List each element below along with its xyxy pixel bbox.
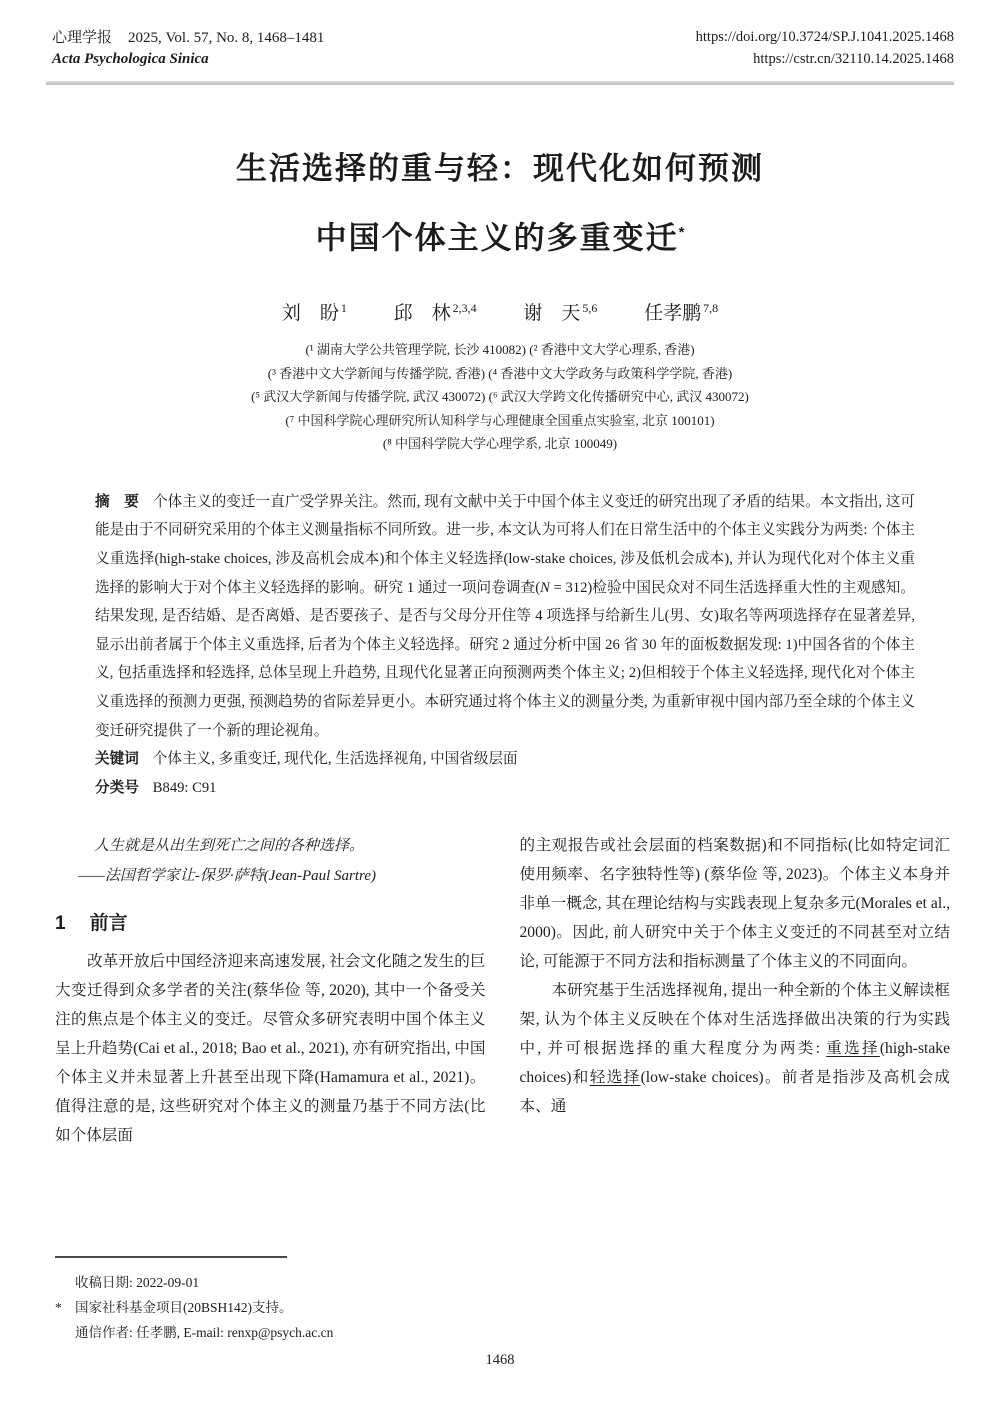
abstract-text-1: 个体主义的变迁一直广受学界关注。然而, 现有文献中关于中国个体主义变迁的研究出现了矛盾的结果。本文指出, 这可能是由于不同研究采用的个体主义测量指标不同所致。进一步, 本文认为可将人们在日常生活中的个体主义实践分为两类: 个体主义重选择(high-stake choices, 涉及高机会成本)和个体主义轻选择(low-stake choices, 涉及低机会成本), 并认为现代化对个体主义重选择的影响大于对个体主义轻选择的影响。研究 1 通过一项问卷调查( (95, 493, 915, 596)
abstract-text-2: = 312)检验中国民众对不同生活选择重大性的主观感知。结果发现, 是否结婚、是否离婚、是否要孩子、是否与父母分开住等 4 项选择与给新生儿(男、女)取名等两项选择存在显著差异, 显示出前者属于个体主义重选择, 后者为个体主义轻选择。研究 2 通过分析中国 26 省 30 年的面板数据发现: 1)中国各省的个体主义, 包括重选择和轻选择, 总体呈现上升趋势, 且现代化显著正向预测两类个体主义; 2)但相较于个体主义轻选择, 现代化对个体主义重选择的预测力更强, 预测趋势的省际差异更小。本研究通过将个体主义的测量分类, 为重新审视中国内部乃至全球的个体主义变迁研究提供了一个新的理论视角。 (95, 579, 915, 739)
section-1-heading (55, 908, 486, 935)
epigraph (55, 831, 486, 891)
keywords-label: 关键词 (95, 751, 139, 768)
classification-text: B849: C91 (152, 780, 217, 797)
section-1-title: 前言 (89, 913, 128, 935)
author-2 (394, 303, 477, 324)
abstract-paragraph (95, 488, 915, 745)
funding-note (55, 1295, 675, 1320)
title-asterisk: * (678, 224, 685, 241)
masthead-right (696, 26, 954, 70)
journal-info-line (52, 26, 324, 47)
affiliation-line: (⁵ 武汉大学新闻与传播学院, 武汉 430072) (⁶ 武汉大学跨文化传播研究中心, 武汉 430072) (251, 389, 749, 405)
author-3-affil-marks: 5,6 (582, 301, 598, 315)
affiliation-list (0, 338, 1000, 456)
classification-line (95, 774, 915, 803)
correspondence-note: 通信作者: 任孝鹏, E-mail: renxp@psych.ac.cn (75, 1325, 334, 1340)
author-4 (644, 303, 718, 324)
header-divider (46, 81, 954, 85)
intro-right-2-text-c: (low-stake choices)。前者是指涉及高机会成本、通 (519, 1069, 950, 1116)
keywords-text: 个体主义, 多重变迁, 现代化, 生活选择视角, 中国省级层面 (152, 751, 518, 768)
sample-size-variable: N (540, 579, 550, 596)
abstract-label: 摘 要 (95, 493, 139, 510)
doi-text: https://doi.org/10.3724/SP.J.1041.2025.1468 (695, 29, 954, 45)
intro-right-2-text-a: 本研究基于生活选择视角, 提出一种全新的个体主义解读框架, 认为个体主义反映在个体对生活选择做出决策的行为实践中, 并可根据选择的重大程度分为两类: (519, 982, 950, 1058)
author-3-name: 谢 天 (523, 303, 581, 325)
author-1 (282, 303, 347, 324)
author-2-name: 邱 林 (393, 303, 451, 325)
affiliation-line: (⁸ 中国科学院大学心理学系, 北京 100049) (382, 436, 618, 452)
paper-title (0, 137, 1000, 270)
footnote-asterisk: * (55, 1300, 62, 1315)
masthead-left (52, 26, 324, 68)
footnote-block (55, 1256, 675, 1345)
intro-paragraph-left: 改革开放后中国经济迎来高速发展, 社会文化随之发生的巨大变迁得到众多学者的关注(蔡华俭 等, 2020), 其中一个备受关注的焦点是个体主义的变迁。尽管众多研究表明中国个体主义呈上升趋势(Cai et al., 2018; Bao et al., 2021), 亦有研究指出, 中国个体主义并未显著上升甚至出现下降(Hamamura et al., 2021)。值得注意的是, 这些研究对个体主义的测量乃基于不同方法(比如个体层面 (55, 953, 486, 1145)
author-3 (523, 303, 597, 324)
section-1-number: 1 (55, 913, 66, 935)
paper-title-line1: 生活选择的重与轻：现代化如何预测 (236, 151, 764, 186)
left-column (55, 831, 486, 1150)
intro-paragraph-right-2 (520, 976, 951, 1121)
footnote-divider (55, 1256, 287, 1258)
epigraph-attribution: ——法国哲学家让-保罗·萨特(Jean-Paul Sartre) (78, 868, 376, 885)
two-column-body (55, 831, 950, 1150)
epigraph-quote: 人生就是从出生到死亡之间的各种选择。 (94, 838, 365, 855)
author-2-affil-marks: 2,3,4 (452, 301, 477, 315)
author-4-affil-marks: 7,8 (703, 301, 719, 315)
author-1-name: 刘 盼 (281, 303, 339, 325)
term-high-stake-choices: 重选择 (826, 1040, 880, 1058)
classification-label: 分类号 (95, 780, 139, 797)
affiliation-line: (¹ 湖南大学公共管理学院, 长沙 410082) (² 香港中文大学心理系, 香港) (305, 342, 695, 358)
masthead (0, 0, 1000, 70)
author-list (0, 298, 1000, 325)
journal-name-en: Acta Psychologica Sinica (52, 51, 209, 67)
page-number: 1468 (485, 1352, 515, 1368)
affiliation-line: (⁷ 中国科学院心理研究所认知科学与心理健康全国重点实验室, 北京 100101) (285, 412, 715, 428)
right-column (520, 831, 951, 1150)
term-low-stake-choices: 轻选择 (589, 1069, 641, 1087)
cstr-text: https://cstr.cn/32110.14.2025.1468 (753, 51, 954, 67)
intro-right-2-text-b: (high-stake choices)和 (519, 1040, 950, 1087)
affiliation-line: (³ 香港中文大学新闻与传播学院, 香港) (⁴ 香港中文大学政务与政策科学学院, 香港) (267, 365, 733, 381)
journal-name-cn: 心理学报 (52, 30, 113, 46)
intro-paragraph-right-1: 的主观报告或社会层面的档案数据)和不同指标(比如特定词汇使用频率、名字独特性等) (蔡华俭 等, 2023)。个体主义本身并非单一概念, 其在理论结构与实践表现上复杂多元(Morales et al., 2000)。因此, 前人研究中关于个体主义变迁的不同甚至对立结论, 可能源于不同方法和指标测量了个体主义的不同面向。 (519, 837, 950, 971)
author-4-name: 任孝鹏 (644, 303, 702, 325)
funding-text: 国家社科基金项目(20BSH142)支持。 (75, 1300, 293, 1315)
author-1-affil-marks: 1 (340, 301, 347, 315)
received-date-note: 收稿日期: 2022-09-01 (75, 1275, 200, 1290)
keywords-line (95, 745, 915, 774)
journal-issue: 2025, Vol. 57, No. 8, 1468–1481 (128, 30, 325, 46)
paper-title-line2: 中国个体主义的多重变迁 (315, 220, 679, 256)
